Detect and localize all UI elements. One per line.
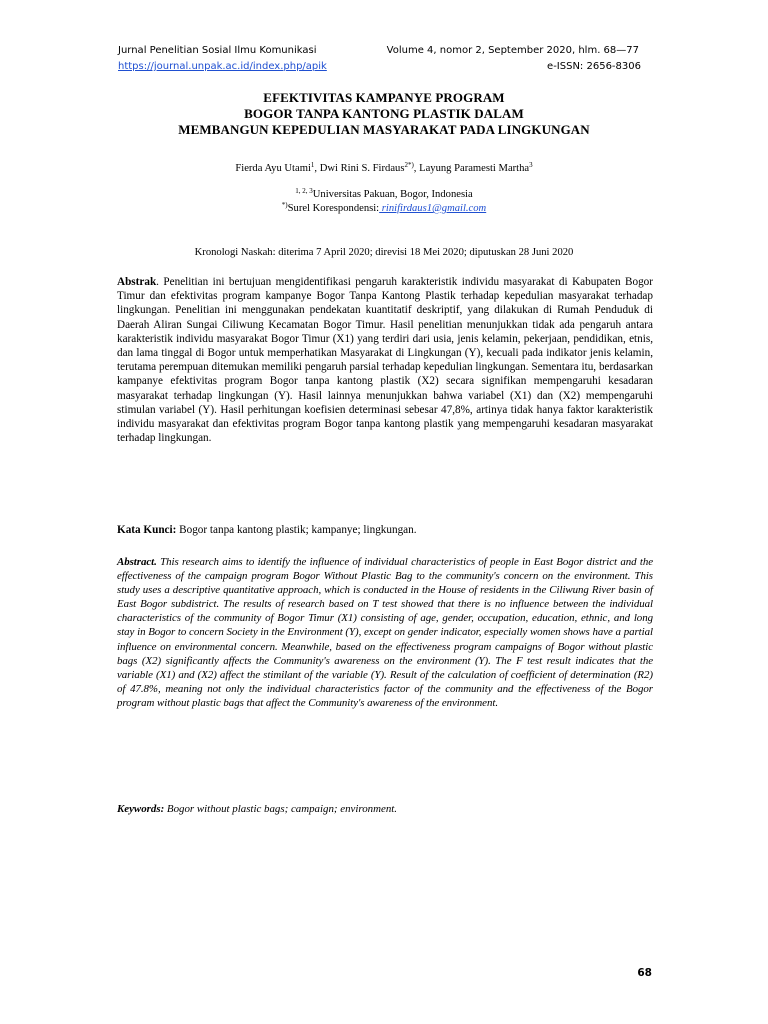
correspondence-mark: *) bbox=[281, 201, 288, 209]
correspondence-label: Surel Korespondensi: bbox=[287, 203, 380, 214]
keywords-label: Kata Kunci: bbox=[117, 524, 177, 536]
title-line: BOGOR TANPA KANTONG PLASTIK DALAM bbox=[244, 106, 524, 121]
abstract-english bbox=[117, 555, 653, 710]
paper-title bbox=[100, 90, 668, 138]
author-name: Fierda Ayu Utami bbox=[235, 163, 311, 174]
author-affiliation-mark: 3 bbox=[529, 161, 533, 169]
author-separator: , bbox=[314, 163, 320, 174]
author-separator: , bbox=[413, 163, 420, 174]
keywords-text: Bogor tanpa kantong plastik; kampanye; lingkungan. bbox=[176, 524, 417, 536]
correspondence-email-link[interactable]: rinifirdaus1@gmail.com bbox=[379, 203, 487, 214]
abstract-text: . Penelitian ini bertujuan mengidentifikasi pengaruh karakteristik individu masyarakat di Kabupaten Bogor Timur dan efektivitas program kampanye Bogor Tanpa Kantong Plastik terhadap kepedulian masyarakat terhadap lingkungan. Penelitian ini menggunakan pendekatan kuantitatif deskriptif, yang dilakukan di Rumah Penduduk di Daerah Aliran Sungai Ciliwung Kecamatan Bogor Timur. Hasil penelitian menunjukkan tidak ada pengaruh antara karakteristik individu masyarakat Bogor Timur (X1) yang terdiri dari usia, jenis kelamin, pekerjaan, pendidikan, etnis, dan lama tinggal di Bogor untuk memperhatikan Masyarakat di Lingkungan (Y), kecuali pada indikator jenis kelamin, terutama perempuan ditemukan memiliki pengaruh parsial terhadap kepedulian lingkungan. Sementara itu, berdasarkan kampanye efektivitas program Bogor tanpa kantong plastik (X2) secara signifikan mempengaruhi kesadaran masyarakat terhadap lingkungan (Y). Hasil lainnya menunjukkan bahwa variabel (X1) dan (X2) mempengaruhi stimulan variabel (Y). Hasil perhitungan koefisien determinasi sebesar 47,8%, artinya tidak hanya faktor karakteristik individu masyarakat dan efektivitas program Bogor tanpa kantong plastik yang mempengaruhi kesadaran masyarakat terhadap lingkungan. bbox=[117, 276, 653, 445]
eissn: e-ISSN: 2656-8306 bbox=[547, 61, 641, 72]
title-line: MEMBANGUN KEPEDULIAN MASYARAKAT PADA LINGKUNGAN bbox=[178, 122, 590, 137]
page-number: 68 bbox=[637, 967, 652, 979]
abstract-label: Abstract. bbox=[117, 556, 157, 568]
abstract-label: Abstrak bbox=[117, 276, 157, 288]
keywords-english bbox=[117, 802, 653, 816]
abstract-indonesian bbox=[117, 275, 653, 445]
affiliation-mark: 1, 2, 3 bbox=[295, 187, 313, 195]
author-name: Layung Paramesti Martha bbox=[419, 163, 530, 174]
manuscript-chronology: Kronologi Naskah: diterima 7 April 2020; direvisi 18 Mei 2020; diputuskan 28 Juni 2020 bbox=[194, 247, 574, 258]
running-header bbox=[118, 44, 641, 57]
affiliation-block bbox=[0, 188, 768, 216]
author-name: Dwi Rini S. Firdaus bbox=[319, 163, 405, 174]
author-affiliation-mark: 1 bbox=[310, 161, 315, 169]
journal-name: Jurnal Penelitian Sosial Ilmu Komunikasi bbox=[118, 45, 317, 56]
keywords-indonesian bbox=[117, 523, 653, 537]
affiliation-line bbox=[0, 188, 768, 202]
running-header-second-line bbox=[118, 60, 641, 73]
keywords-text: Bogor without plastic bags; campaign; environment. bbox=[164, 803, 398, 815]
affiliation-text: Universitas Pakuan, Bogor, Indonesia bbox=[312, 189, 473, 200]
correspondence-line bbox=[0, 202, 768, 216]
title-line: EFEKTIVITAS KAMPANYE PROGRAM bbox=[263, 90, 505, 105]
journal-url-link[interactable]: https://journal.unpak.ac.id/index.php/apik bbox=[118, 61, 327, 72]
keywords-label: Keywords: bbox=[117, 803, 165, 815]
author-list bbox=[0, 162, 768, 176]
volume-info: Volume 4, nomor 2, September 2020, hlm. 68—77 bbox=[386, 45, 639, 56]
abstract-text: This research aims to identify the influence of individual characteristics of people in East Bogor district and the effectiveness of the campaign program Bogor Without Plastic Bag to the community's concern on the environment. This study uses a descriptive quantitative approach, which is conducted in the House of residents in the Ciliwung River basin of East Bogor subdistrict. The results of research based on T test showed that there is no influence between the individual characteristics of the community of Bogor Timur (X1) consisting of age, gender, occupation, education, ethnic, and long stay in Bogor to concern Society in the Environment (Y), except on gender indicator, especially women shows have a partial influence on environmental concern. Meanwhile, based on the effectiveness program campaigns of Bogor without plastic bags (X2) significantly affects the Community's awareness on the environment (Y). The F test result indicates that the variable (X1) and (X2) affect the stimilant of the variable (Y). Result of the calculation of coefficient of determination (R2) of 47.8%, meaning not only the individual characteristics factor of the community and the effectiveness of the Bogor program without plastic bags that affect the Community's awareness of the environment. bbox=[117, 556, 653, 709]
author-affiliation-mark: 2*) bbox=[404, 161, 414, 169]
